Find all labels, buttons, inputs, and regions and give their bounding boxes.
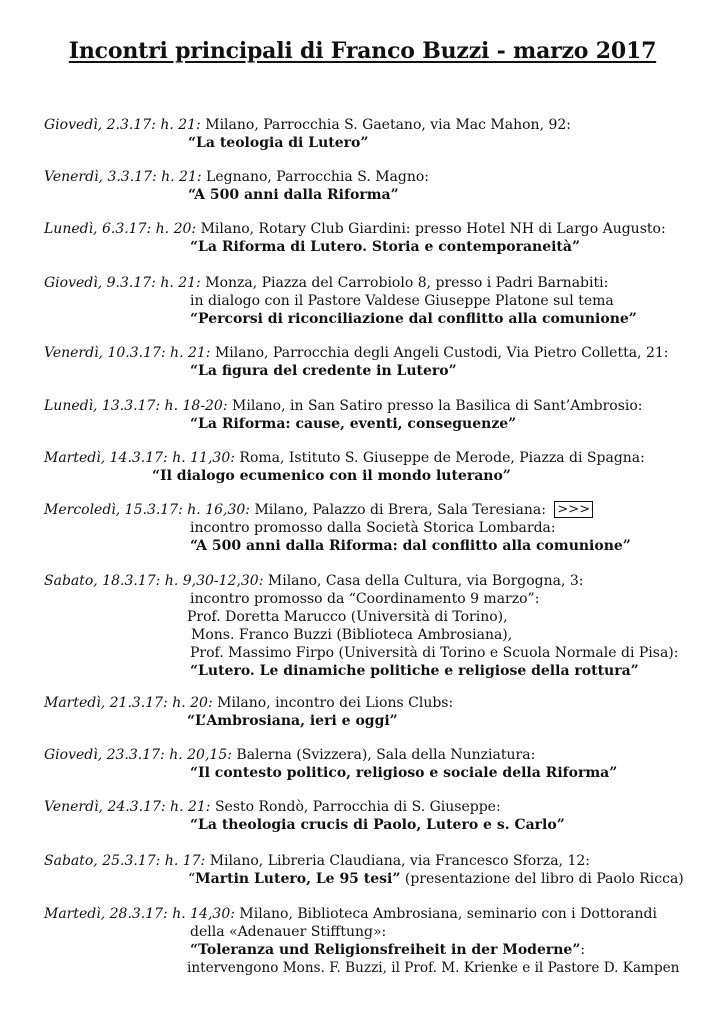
event-location: Milano, Palazzo di Brera, Sala Teresiana: bbox=[254, 502, 546, 518]
event-header bbox=[44, 274, 608, 292]
page-title: Incontri principali di Franco Buzzi - marzo 2017 bbox=[68, 38, 657, 64]
event-topic: “Lutero. Le dinamiche politiche e religiose della rottura” bbox=[190, 663, 639, 679]
event-datetime: Giovedì, 9.3.17: h. 21: bbox=[44, 275, 201, 291]
event-datetime: Giovedì, 2.3.17: h. 21: bbox=[44, 117, 201, 133]
event-topic-line bbox=[188, 870, 684, 888]
event-topic: “La Riforma: cause, eventi, conseguenze” bbox=[190, 416, 517, 432]
event-speakers: intervengono Mons. F. Buzzi, il Prof. M. Krienke e il Pastore D. Kampen bbox=[187, 960, 680, 976]
event-header bbox=[44, 572, 584, 590]
event-speaker: Prof. Massimo Firpo (Università di Torino e Scuola Normale di Pisa): bbox=[190, 645, 679, 661]
event-topic: “L’Ambrosiana, ieri e oggi” bbox=[187, 713, 398, 729]
event-location: Milano, in San Satiro presso la Basilica di Sant’Ambrosio: bbox=[232, 398, 643, 414]
event-header bbox=[44, 449, 645, 467]
event-datetime: Lunedì, 6.3.17: h. 20: bbox=[44, 221, 197, 237]
event-location: Legnano, Parrocchia S. Magno: bbox=[206, 169, 430, 185]
event-location: Monza, Piazza del Carrobiolo 8, presso i Padri Barnabiti: bbox=[205, 275, 609, 291]
event-speaker: Prof. Doretta Marucco (Università di Torino), bbox=[187, 609, 508, 625]
event-location: Milano, Parrocchia S. Gaetano, via Mac Mahon, 92: bbox=[205, 117, 571, 133]
event-header bbox=[44, 344, 669, 362]
event-location: Sesto Rondò, Parrocchia di S. Giuseppe: bbox=[214, 799, 501, 815]
event-datetime: Venerdì, 10.3.17: h. 21: bbox=[44, 345, 211, 361]
event-topic: Martin Lutero, Le 95 tesi bbox=[195, 871, 393, 887]
event-topic: “La theologia crucis di Paolo, Lutero e s. Carlo” bbox=[190, 817, 565, 833]
event-datetime: Sabato, 18.3.17: h. 9,30-12,30: bbox=[44, 573, 264, 589]
event-datetime: Sabato, 25.3.17: h. 17: bbox=[44, 853, 206, 869]
event-topic: “La figura del credente in Lutero” bbox=[190, 363, 457, 379]
event-location: Roma, Istituto S. Giuseppe de Merode, Piazza di Spagna: bbox=[239, 450, 645, 466]
event-datetime: Martedì, 21.3.17: h. 20: bbox=[44, 695, 213, 711]
event-header bbox=[44, 694, 453, 712]
event-header bbox=[44, 905, 657, 923]
event-location: Milano, Rotary Club Giardini: presso Hotel NH di Largo Augusto: bbox=[200, 221, 666, 237]
event-header bbox=[44, 116, 571, 134]
event-datetime: Venerdì, 3.3.17: h. 21: bbox=[44, 169, 202, 185]
event-note: incontro promosso dalla Società Storica Lombarda: bbox=[190, 520, 556, 536]
event-header bbox=[44, 168, 429, 186]
event-speaker: Mons. Franco Buzzi (Biblioteca Ambrosiana), bbox=[191, 627, 513, 643]
event-note: della «Adenauer Stifftung»: bbox=[190, 924, 387, 940]
event-location: Balerna (Svizzera), Sala della Nunziatura: bbox=[236, 747, 536, 763]
quote-close: ” bbox=[392, 871, 401, 887]
event-topic-note: (presentazione del libro di Paolo Ricca) bbox=[400, 871, 684, 887]
event-topic: “Percorsi di riconciliazione dal conflitto alla comunione” bbox=[190, 311, 637, 327]
event-topic: “La Riforma di Lutero. Storia e contemporaneità” bbox=[190, 239, 581, 255]
event-location: Milano, Libreria Claudiana, via Francesco Sforza, 12: bbox=[209, 853, 591, 869]
event-header bbox=[44, 397, 643, 415]
more-link-button[interactable]: >>> bbox=[554, 501, 593, 518]
event-datetime: Lunedì, 13.3.17: h. 18-20: bbox=[44, 398, 228, 414]
event-topic: “Toleranza und Religionsfreiheit in der Moderne” bbox=[190, 942, 581, 958]
event-datetime: Martedì, 14.3.17: h. 11,30: bbox=[44, 450, 235, 466]
event-topic: “A 500 anni dalla Riforma: dal conflitto alla comunione” bbox=[190, 538, 631, 554]
event-topic: “Il dialogo ecumenico con il mondo luterano” bbox=[152, 468, 511, 484]
event-note: incontro promosso da “Coordinamento 9 marzo”: bbox=[190, 591, 540, 607]
event-datetime: Venerdì, 24.3.17: h. 21: bbox=[44, 799, 211, 815]
event-location: Milano, Casa della Cultura, via Borgogna, 3: bbox=[267, 573, 584, 589]
event-datetime: Giovedì, 23.3.17: h. 20,15: bbox=[44, 747, 232, 763]
event-header bbox=[44, 501, 593, 519]
event-topic-suffix: : bbox=[580, 942, 586, 958]
event-header bbox=[44, 798, 501, 816]
event-location: Milano, incontro dei Lions Clubs: bbox=[217, 695, 454, 711]
event-topic-line bbox=[190, 941, 585, 959]
event-header bbox=[44, 220, 666, 238]
event-header bbox=[44, 746, 535, 764]
event-datetime: Mercoledì, 15.3.17: h. 16,30: bbox=[44, 502, 251, 518]
event-location: Milano, Biblioteca Ambrosiana, seminario con i Dottorandi bbox=[239, 906, 657, 922]
event-topic: “A 500 anni dalla Riforma” bbox=[188, 187, 399, 203]
event-datetime: Martedì, 28.3.17: h. 14,30: bbox=[44, 906, 235, 922]
event-topic: “Il contesto politico, religioso e sociale della Riforma” bbox=[190, 765, 618, 781]
event-note: in dialogo con il Pastore Valdese Giuseppe Platone sul tema bbox=[190, 293, 614, 309]
quote-open: “ bbox=[188, 871, 196, 887]
event-topic: “La teologia di Lutero” bbox=[188, 135, 369, 151]
event-header bbox=[44, 852, 590, 870]
event-location: Milano, Parrocchia degli Angeli Custodi, Via Pietro Colletta, 21: bbox=[214, 345, 669, 361]
